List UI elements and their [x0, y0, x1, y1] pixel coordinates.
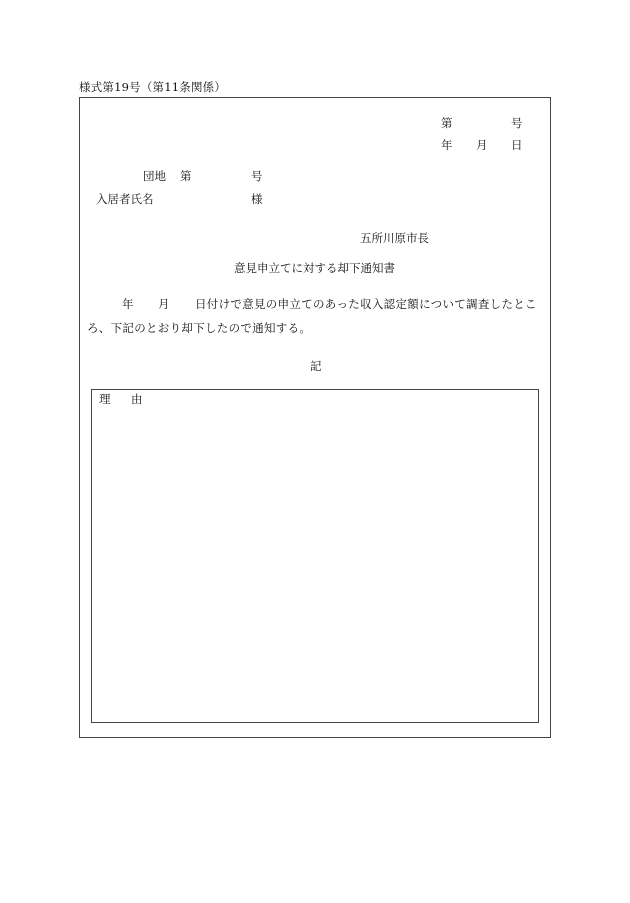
- recipient-danchi: 団地: [143, 169, 166, 183]
- body-line-2: ろ、下記のとおり却下したので通知する。: [87, 321, 312, 335]
- reason-box: [91, 389, 539, 723]
- document-title: 意見申立てに対する却下通知書: [234, 261, 395, 275]
- body-line-1: 日付けで意見の申立てのあった収入認定額について調査したとこ: [195, 297, 537, 311]
- date-month: 月: [476, 138, 488, 152]
- reason-label-yu: 由: [131, 392, 143, 406]
- recipient-dai: 第: [180, 169, 192, 183]
- recipient-sama: 様: [251, 192, 263, 206]
- reason-label-ri: 理: [99, 392, 111, 406]
- recipient-name-label: 入居者氏名: [96, 192, 154, 206]
- issuer-title: 五所川原市長: [360, 231, 429, 245]
- ki-heading: 記: [310, 359, 322, 373]
- doc-number-dai: 第: [441, 116, 453, 130]
- recipient-go: 号: [251, 169, 263, 183]
- doc-number-go: 号: [511, 116, 523, 130]
- date-day: 日: [511, 138, 523, 152]
- body-month: 月: [158, 297, 170, 311]
- form-number-header: 様式第19号（第11条関係）: [79, 80, 227, 94]
- date-year: 年: [441, 138, 453, 152]
- body-year: 年: [122, 297, 134, 311]
